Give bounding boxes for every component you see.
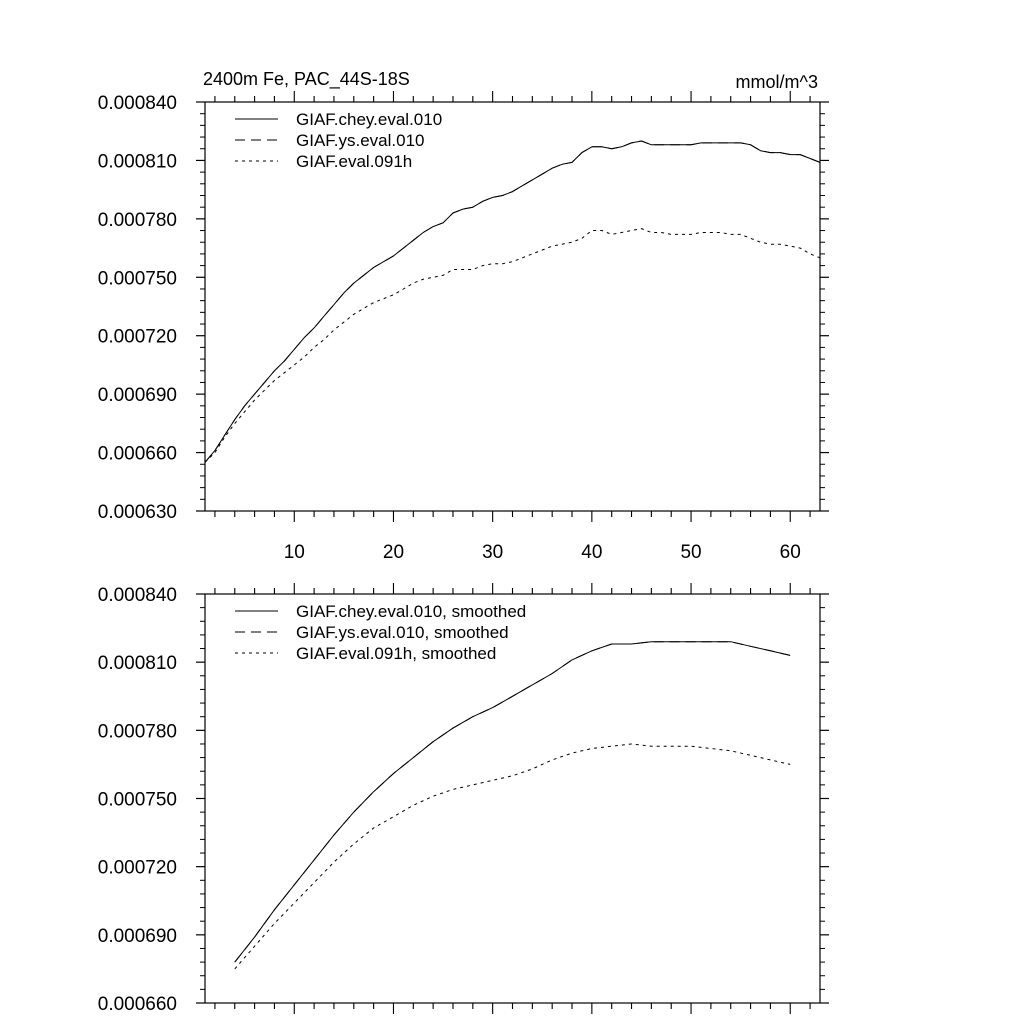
top-panel (98, 69, 829, 563)
y-tick-label: 0.000840 (97, 585, 177, 606)
legend-label-1: GIAF.ys.eval.010 (296, 131, 425, 150)
x-tick-label: 60 (779, 542, 801, 563)
legend-label-0: GIAF.chey.eval.010, smoothed (296, 602, 527, 621)
legend-label-1: GIAF.ys.eval.010, smoothed (296, 623, 509, 642)
chart-title-right: mmol/m^3 (735, 72, 818, 92)
y-tick-label: 0.000780 (97, 721, 177, 743)
chart-title-left: 2400m Fe, PAC_44S-18S (203, 69, 410, 89)
series-line-0 (205, 141, 820, 462)
legend-label-2: GIAF.eval.091h (296, 152, 413, 171)
x-tick-label: 50 (680, 542, 702, 563)
y-tick-label: 0.000720 (97, 857, 177, 879)
x-tick-label: 10 (283, 542, 305, 563)
legend-label-2: GIAF.eval.091h, smoothed (296, 644, 497, 663)
y-tick-label: 0.000690 (97, 925, 177, 947)
y-tick-label: 0.000690 (97, 385, 177, 407)
y-tick-label: 0.000630 (97, 502, 177, 523)
y-tick-label: 0.000720 (97, 326, 177, 348)
x-tick-label: 40 (581, 542, 603, 563)
y-tick-label: 0.000660 (97, 443, 177, 465)
y-tick-label: 0.000750 (97, 789, 177, 811)
series-line-1 (205, 141, 820, 462)
series-line-0 (235, 642, 790, 962)
x-tick-label: 30 (482, 542, 504, 563)
y-tick-label: 0.000840 (97, 93, 177, 114)
y-tick-label: 0.000780 (97, 209, 177, 231)
legend-label-0: GIAF.chey.eval.010 (296, 110, 443, 129)
y-tick-label: 0.000660 (97, 994, 177, 1015)
series-line-2 (235, 744, 790, 969)
bottom-panel (98, 583, 829, 1015)
y-tick-label: 0.000810 (97, 151, 177, 173)
y-tick-label: 0.000810 (97, 653, 177, 675)
series-line-1 (235, 642, 790, 962)
y-tick-label: 0.000750 (97, 268, 177, 290)
x-tick-label: 20 (382, 542, 405, 563)
